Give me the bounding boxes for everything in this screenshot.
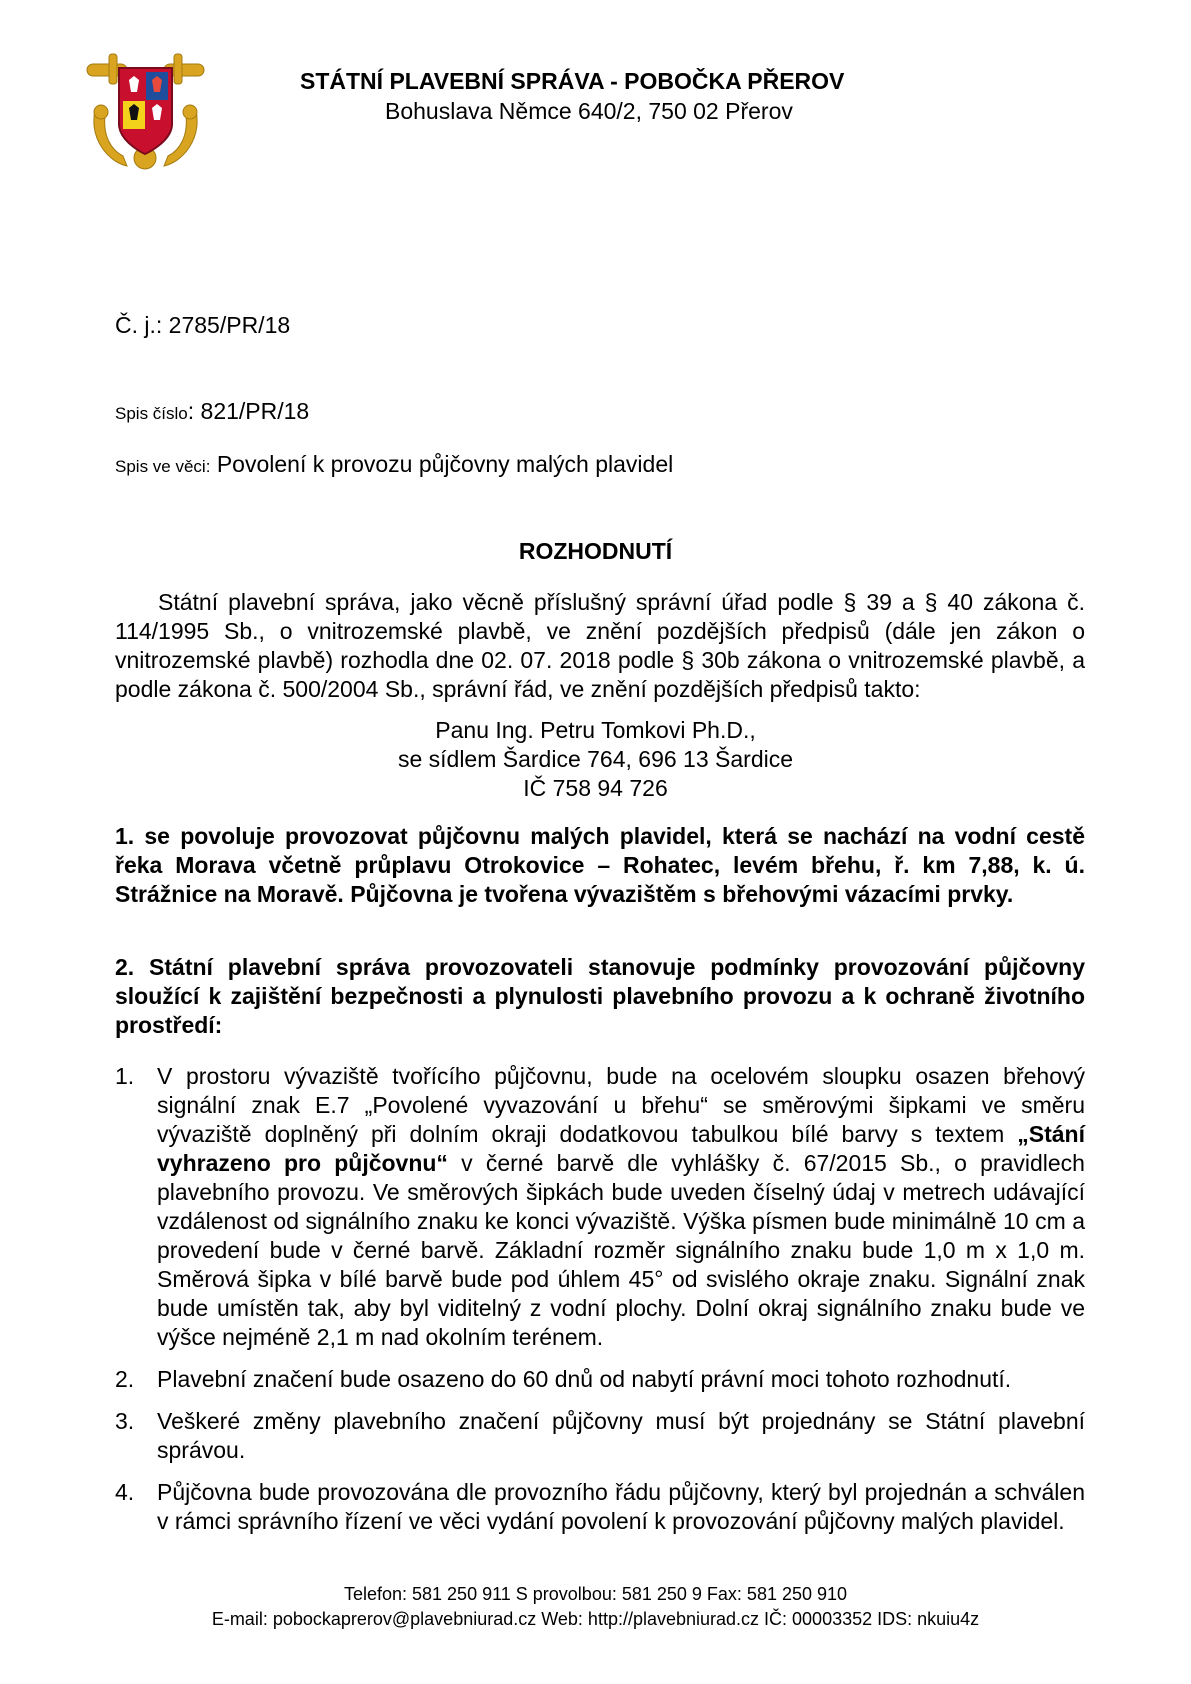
condition-item: [115, 1407, 1085, 1465]
file-number-label: Spis číslo: [115, 404, 188, 423]
decision-point-1: 1. se povoluje provozovat půjčovnu malých plavidel, která se nachází na vodní cestě řeka Morava včetně průplavu Otrokovice – Rohatec, levém břehu, ř. km 7,88, k. ú. Strážnice na Moravě. Půjčovna je tvořena vývazištěm s břehovými vázacími prvky.: [115, 823, 1085, 907]
footer-contact-phones: Telefon: 581 250 911 S provolbou: 581 250 9 Fax: 581 250 910: [343, 1584, 848, 1604]
condition-text: Plavební značení bude osazeno do 60 dnů od nabytí právní moci tohoto rozhodnutí.: [157, 1366, 1012, 1392]
condition-text: Půjčovna bude provozována dle provozního řádu půjčovny, který byl projednán a schválen v rámci správního řízení ve věci vydání povolení k provozování půjčovny malých plavidel.: [157, 1479, 1085, 1534]
case-reference-number: Č. j.: 2785/PR/18: [115, 312, 291, 338]
condition-number: 1.: [115, 1063, 135, 1089]
recipient-id: IČ 758 94 726: [523, 775, 668, 801]
authority-address: Bohuslava Němce 640/2, 750 02 Přerov: [385, 98, 793, 124]
condition-number: 3.: [115, 1408, 135, 1434]
file-subject-value: Povolení k provozu půjčovny malých plavidel: [210, 451, 674, 477]
condition-text: Veškeré změny plavebního značení půjčovny musí být projednány se Státní plavební správou.: [157, 1408, 1085, 1463]
condition-number: 4.: [115, 1479, 135, 1505]
condition-item: [115, 1062, 1085, 1352]
recipient-name: Panu Ing. Petru Tomkovi Ph.D.,: [435, 717, 756, 743]
authority-name: STÁTNÍ PLAVEBNÍ SPRÁVA - POBOČKA PŘEROV: [300, 68, 845, 94]
file-number-value: : 821/PR/18: [187, 398, 310, 424]
decision-heading: ROZHODNUTÍ: [518, 538, 673, 564]
condition-item: [115, 1365, 1085, 1394]
condition-text: V prostoru vývaziště tvořícího půjčovnu, bude na ocelovém sloupku osazen břehový signální znak E.7 „Povolené vyvazování u břehu“ se směrovými šipkami ve směru vývaziště doplněný při dolním okraji dodatkovou tabulkou bílé barvy s textem: [157, 1063, 1085, 1147]
condition-bold-text: „Stání vyhrazeno pro půjčovnu“: [157, 1121, 1085, 1176]
authority-emblem-logo: [83, 50, 208, 175]
page-footer: [0, 1582, 1191, 1632]
condition-text-continued: v černé barvě dle vyhlášky č. 67/2015 Sb., o pravidlech plavebního provozu. Ve směrových šipkách bude uveden číselný údaj v metrech udávající vzdálenost od signálního znaku ke konci vývaziště. Výška písmen bude minimálně 10 cm a provedení bude v černé barvě. Základní rozměr signálního znaku bude 1,0 m x 1,0 m. Směrová šipka v bílé barvě bude pod úhlem 45° od svislého okraje znaku. Signální znak bude umístěn tak, aby byl viditelný z vodní plochy. Dolní okraj signálního znaku bude ve výšce nejméně 2,1 m nad okolním terénem.: [157, 1150, 1085, 1350]
recipient-block: [0, 716, 1191, 803]
condition-number: 2.: [115, 1366, 135, 1392]
recipient-address: se sídlem Šardice 764, 696 13 Šardice: [397, 746, 794, 772]
file-subject-label: Spis ve věci:: [115, 457, 211, 476]
file-number: [115, 398, 309, 425]
condition-item: [115, 1478, 1085, 1536]
decision-point-2: 2. Státní plavební správa provozovateli stanovuje podmínky provozování půjčovny sloužící k zajištění bezpečnosti a plynulosti plavebního provozu a k ochraně životního prostředí:: [115, 954, 1085, 1038]
intro-paragraph: Státní plavební správa, jako věcně příslušný správní úřad podle § 39 a § 40 zákona č. 114/1995 Sb., o vnitrozemské plavbě, ve znění pozdějších předpisů (dále jen zákon o vnitrozemské plavbě) rozhodla dne 02. 07. 2018 podle § 30b zákona o vnitrozemské plavbě, a podle zákona č. 500/2004 Sb., správní řád, ve znění pozdějších předpisů takto:: [115, 589, 1085, 702]
footer-contact-web: E-mail: pobockaprerov@plavebniurad.cz Web: http://plavebniurad.cz IČ: 00003352 IDS: nkuiu4z: [211, 1609, 980, 1629]
conditions-list: [115, 1062, 1085, 1549]
file-subject: [115, 451, 673, 478]
